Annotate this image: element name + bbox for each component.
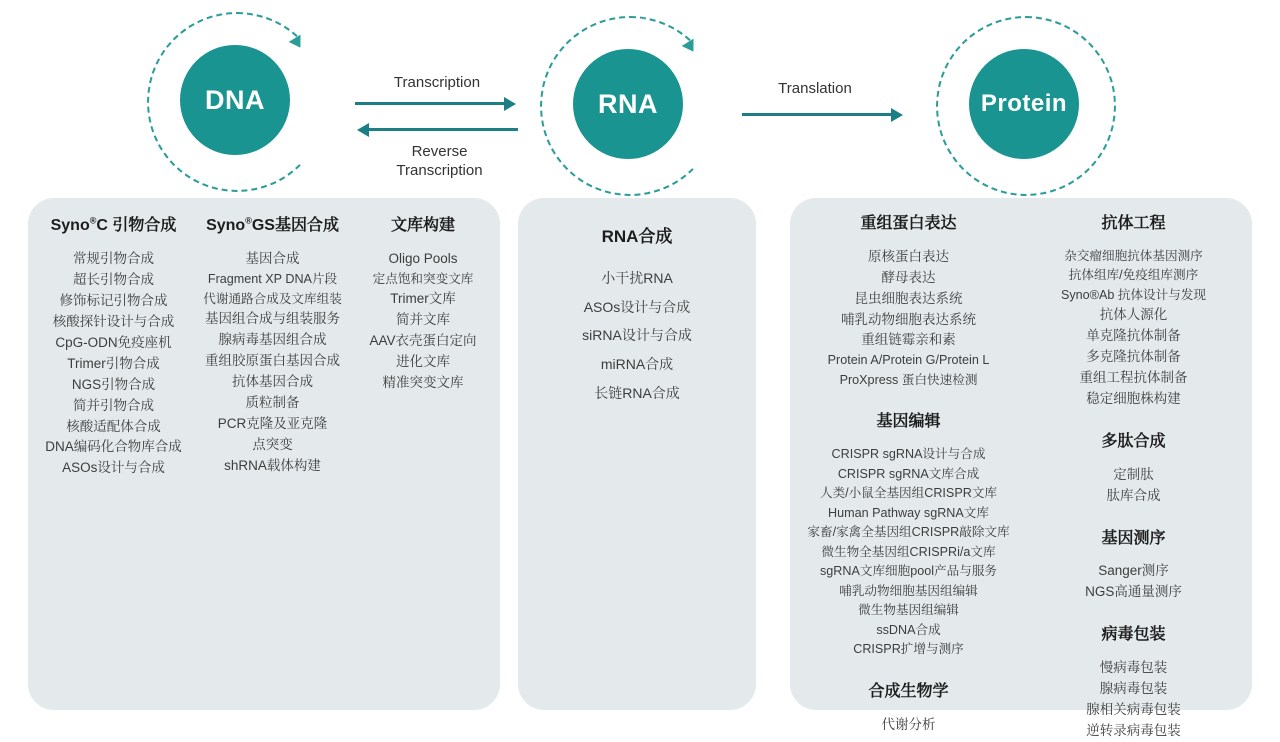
list-item: 精准突变文库 xyxy=(382,374,464,390)
panel-rna-services xyxy=(518,198,756,710)
list-item: 微生物基因组编辑 xyxy=(858,603,959,618)
list-item: PCR克隆及亚克隆 xyxy=(217,415,328,431)
group-title-recombinant-protein: 重组蛋白表达 xyxy=(860,215,957,232)
group-title-gene-synthesis-text: Syno®GS基因合成 xyxy=(206,216,339,235)
list-item: 核酸适配体合成 xyxy=(66,418,161,434)
reverse-transcription-label-line2: Transcription xyxy=(396,161,483,179)
list-item: 慢病毒包装 xyxy=(1099,660,1168,676)
list-item: 小干扰RNA xyxy=(601,270,673,287)
list-item: 代谢分析 xyxy=(881,716,936,732)
list-item: AAV衣壳蛋白定向 xyxy=(369,333,477,349)
list-item: 逆转录病毒包装 xyxy=(1086,722,1181,738)
list-item: NGS引物合成 xyxy=(71,376,156,392)
node-rna xyxy=(573,49,683,159)
node-protein-label: Protein xyxy=(980,90,1068,117)
list-item: 常规引物合成 xyxy=(73,251,154,267)
list-item: 超长引物合成 xyxy=(73,272,154,288)
list-item: 重组工程抗体制备 xyxy=(1079,370,1188,386)
list-item: 昆虫细胞表达系统 xyxy=(854,290,963,306)
list-item: 基因合成 xyxy=(245,251,300,267)
list-item: 杂交瘤细胞抗体基因测序 xyxy=(1064,248,1203,263)
group-title-primer-synthesis-text: Syno®C 引物合成 xyxy=(50,216,177,235)
list-item: 腺病毒基因组合成 xyxy=(218,332,327,347)
list-item: 微生物全基因组CRISPRi/a文库 xyxy=(821,544,996,559)
list-item: 原核蛋白表达 xyxy=(868,248,949,264)
list-item: 人类/小鼠全基因组CRISPR文库 xyxy=(819,486,998,501)
list-item: 家畜/家禽全基因组CRISPR敲除文库 xyxy=(807,525,1010,540)
list-item: 腺相关病毒包装 xyxy=(1086,701,1181,717)
group-title-peptide-synthesis: 多肽合成 xyxy=(1101,432,1166,450)
list-item: siRNA设计与合成 xyxy=(582,327,692,344)
list-item: Sanger测序 xyxy=(1098,563,1169,579)
list-item: ProXpress 蛋白快速检测 xyxy=(839,372,978,387)
node-rna-label: RNA xyxy=(598,88,658,119)
column-protein-right xyxy=(1021,214,1246,738)
group-title-gene-synthesis xyxy=(193,216,352,237)
list-item: 重组链霉亲和素 xyxy=(861,332,956,348)
translation-label: Translation xyxy=(778,80,852,97)
list-item: 哺乳动物细胞表达系统 xyxy=(841,311,976,327)
list-item: CRISPR扩增与测序 xyxy=(853,642,964,657)
list-item: DNA编码化合物库合成 xyxy=(45,439,182,455)
list-item: sgRNA文库细胞pool产品与服务 xyxy=(819,564,998,579)
list-item: miRNA合成 xyxy=(600,356,674,373)
node-dna xyxy=(180,45,290,155)
group-title-library-construction xyxy=(352,216,494,237)
list-item: 定制肽 xyxy=(1113,466,1154,482)
list-item: 抗体基因合成 xyxy=(232,373,314,389)
reverse-transcription-label xyxy=(352,143,527,181)
list-item: 腺病毒包装 xyxy=(1099,680,1168,696)
list-item: ASOs设计与合成 xyxy=(62,460,165,476)
group-title-gene-editing: 基因编辑 xyxy=(876,413,941,431)
list-item: 长链RNA合成 xyxy=(594,384,680,401)
transcription-label: Transcription xyxy=(393,74,481,91)
list-item: Human Pathway sgRNA文库 xyxy=(828,505,989,520)
column-protein-left xyxy=(796,214,1021,732)
group-title-antibody-engineering: 抗体工程 xyxy=(1101,215,1166,232)
list-item: 代谢通路合成及文库组装 xyxy=(203,291,342,306)
list-item: Protein A/Protein G/Protein L xyxy=(827,353,990,368)
list-item: 抗体组库/免疫组库测序 xyxy=(1068,268,1199,283)
column-primer-synthesis xyxy=(34,216,193,710)
list-item: Trimer引物合成 xyxy=(67,355,160,371)
list-item: 稳定细胞株构建 xyxy=(1086,391,1181,407)
column-library-construction xyxy=(352,216,494,710)
list-item: 单克隆抗体制备 xyxy=(1086,328,1181,344)
translation-arrow xyxy=(742,113,892,116)
list-item: NGS高通量测序 xyxy=(1085,584,1182,600)
group-title-virus-packaging: 病毒包装 xyxy=(1101,626,1166,644)
group-title-gene-sequencing: 基因测序 xyxy=(1101,529,1166,547)
list-item: 基因组合成与组装服务 xyxy=(205,311,341,327)
group-title-rna-synthesis: RNA合成 xyxy=(601,227,673,246)
list-item: 重组胶原蛋白基因合成 xyxy=(205,352,341,368)
list-item: 酵母表达 xyxy=(881,269,936,285)
list-item: Trimer文库 xyxy=(390,291,456,307)
list-item: 进化文库 xyxy=(396,354,451,369)
service-panels xyxy=(0,198,1280,738)
list-item: 简并引物合成 xyxy=(73,397,154,413)
list-item: ssDNA合成 xyxy=(876,622,941,637)
column-gene-synthesis xyxy=(193,216,352,710)
reverse-transcription-label-line1: Reverse xyxy=(411,143,468,160)
list-item: 多克隆抗体制备 xyxy=(1086,349,1181,365)
group-title-library-construction-text: 文库构建 xyxy=(391,217,456,234)
list-item: ASOs设计与合成 xyxy=(583,298,691,315)
list-item: 修饰标记引物合成 xyxy=(59,292,168,308)
list-item: Oligo Pools xyxy=(388,250,458,266)
panel-dna-services xyxy=(28,198,500,710)
reverse-transcription-arrow xyxy=(368,128,518,131)
list-item: 核酸探针设计与合成 xyxy=(52,313,175,329)
list-item: 哺乳动物细胞基因组编辑 xyxy=(839,583,978,598)
panel-protein-services xyxy=(790,198,1252,738)
list-item: 肽库合成 xyxy=(1106,487,1161,503)
node-dna-label: DNA xyxy=(205,84,265,115)
list-item: 简并文库 xyxy=(396,312,451,328)
group-title-primer-synthesis xyxy=(34,216,193,237)
list-item: Fragment XP DNA片段 xyxy=(207,272,338,287)
list-item: 定点饱和突变文库 xyxy=(372,271,474,286)
list-item: 质粒制备 xyxy=(245,394,300,410)
list-item: 抗体人源化 xyxy=(1099,307,1168,323)
group-title-synthetic-biology: 合成生物学 xyxy=(868,682,949,700)
node-protein xyxy=(969,49,1079,159)
transcription-arrow xyxy=(355,102,505,105)
list-item: CpG-ODN免疫座机 xyxy=(55,334,172,350)
list-item: Syno®Ab 抗体设计与发现 xyxy=(1060,287,1207,302)
list-item: CRISPR sgRNA设计与合成 xyxy=(831,447,986,462)
list-item: shRNA载体构建 xyxy=(224,457,321,473)
central-dogma-diagram xyxy=(0,0,1280,200)
list-item: 点突变 xyxy=(252,436,293,452)
list-item: CRISPR sgRNA文库合成 xyxy=(837,466,980,481)
